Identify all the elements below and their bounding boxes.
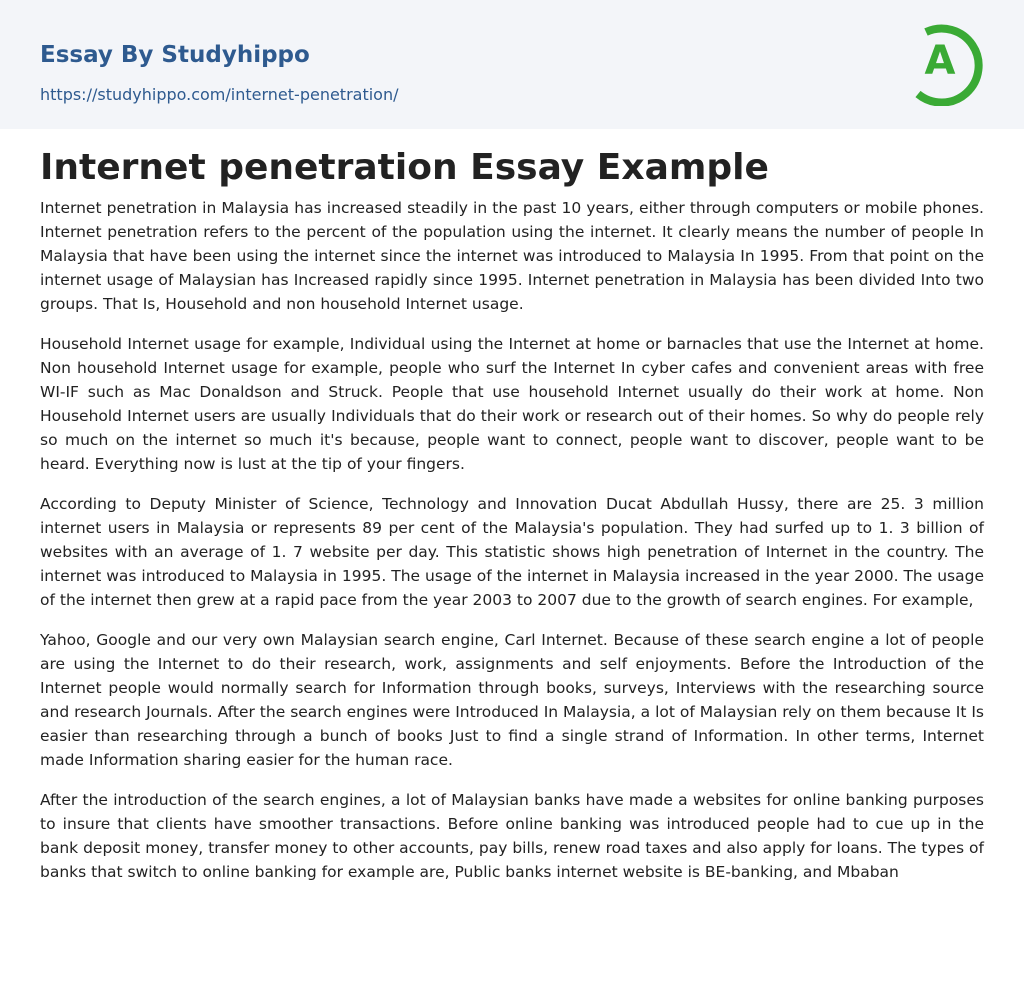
essay-paragraph: Household Internet usage for example, Individual using the Internet at home or barnacles that use the Internet at home. Non household Internet usage for example, people who surf the Internet In cyber cafes and convenient areas with free WI-IF such as Mac Donaldson and Struck. People that use household Internet usually do their work at home. Non Household Internet users are usually Individuals that do their work or research out of their homes. So why do people rely so much on the internet so much it's because, people want to connect, people want to discover, people want to be heard. Everything now is lust at the tip of your fingers.	[40, 335, 984, 473]
studyhippo-logo-icon[interactable]	[900, 18, 988, 106]
essay-paragraph: Internet penetration in Malaysia has increased steadily in the past 10 years, either through computers or mobile phones. Internet penetration refers to the percent of the population using the internet. It clearly means the number of people In Malaysia that have been using the internet since the internet was introduced to Malaysia In 1995. From that point on the internet usage of Malaysian has Increased rapidly since 1995. Internet penetration in Malaysia has been divided Into two groups. That Is, Household and non household Internet usage.	[40, 199, 984, 313]
brand-title[interactable]: Essay By Studyhippo	[40, 42, 310, 68]
logo-letter: A	[924, 38, 956, 84]
site-header	[0, 0, 1024, 129]
logo-svg	[900, 18, 988, 106]
essay-paragraph: After the introduction of the search engines, a lot of Malaysian banks have made a websites for online banking purposes to insure that clients have smoother transactions. Before online banking was introduced people had to cue up in the bank deposit money, transfer money to other accounts, pay bills, renew road taxes and also apply for loans. The types of banks that switch to online banking for example are, Public banks internet website is BE-banking, and Mbaban	[40, 791, 984, 881]
essay-content	[40, 146, 984, 900]
essay-paragraph: According to Deputy Minister of Science, Technology and Innovation Ducat Abdullah Hussy, there are 25. 3 million internet users in Malaysia or represents 89 per cent of the Malaysia's population. They had surfed up to 1. 3 billion of websites with an average of 1. 7 website per day. This statistic shows high penetration of Internet in the country. The internet was introduced to Malaysia in 1995. The usage of the internet in Malaysia increased in the year 2000. The usage of the internet then grew at a rapid pace from the year 2003 to 2007 due to the growth of search engines. For example,	[40, 495, 984, 609]
essay-body	[40, 196, 984, 884]
essay-url-link[interactable]: https://studyhippo.com/internet-penetration/	[40, 85, 399, 104]
essay-paragraph: Yahoo, Google and our very own Malaysian search engine, Carl Internet. Because of these search engine a lot of people are using the Internet to do their research, work, assignments and self enjoyments. Before the Introduction of the Internet people would normally search for Information through books, surveys, Interviews with the researching source and research Journals. After the search engines were Introduced In Malaysia, a lot of Malaysian rely on them because It Is easier than researching through a bunch of books Just to find a single strand of Information. In other terms, Internet made Information sharing easier for the human race.	[40, 631, 984, 769]
page-title: Internet penetration Essay Example	[40, 147, 769, 188]
